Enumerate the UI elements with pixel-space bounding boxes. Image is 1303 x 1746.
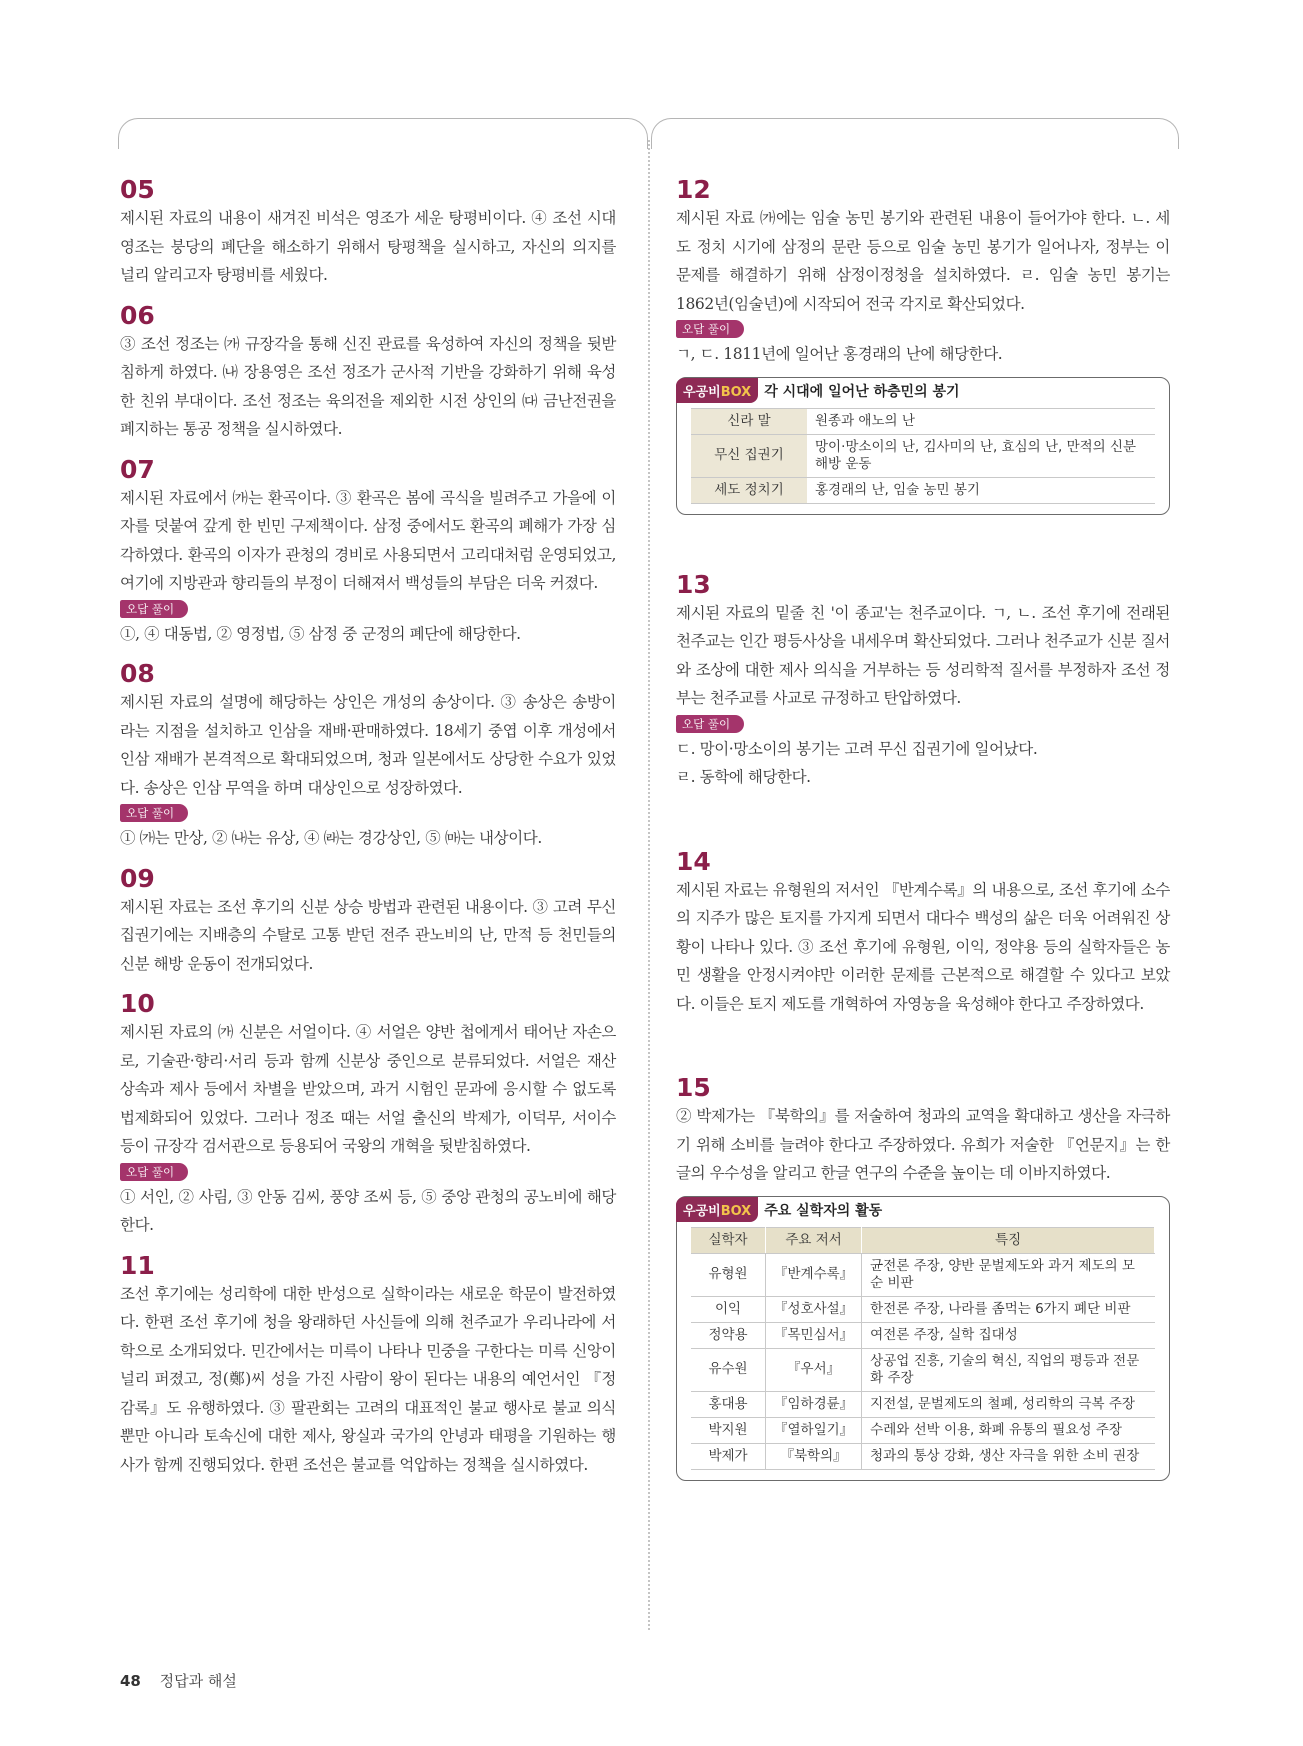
scholar-name: 이익 — [691, 1296, 766, 1322]
scholar-feature: 한전론 주장, 나라를 좀먹는 6가지 폐단 비판 — [862, 1296, 1155, 1322]
table-row — [691, 1417, 1155, 1443]
scholar-name: 홍대용 — [691, 1391, 766, 1417]
question-number: 12 — [676, 175, 711, 204]
right-column-frame — [651, 118, 1179, 149]
wrong-answer-text: ① ㈎는 만상, ② ㈏는 유상, ④ ㈑는 경강상인, ⑤ ㈒는 내상이다. — [120, 829, 542, 847]
wrong-answer-text: ①, ④ 대동법, ② 영정법, ⑤ 삼정 중 군정의 폐단에 해당한다. — [120, 624, 521, 643]
left-column-frame — [118, 118, 648, 149]
events-cell: 홍경래의 난, 임술 농민 봉기 — [807, 477, 1155, 503]
table-header-row — [691, 1227, 1155, 1253]
wrong-answer-text: ㄷ. 망이·망소이의 봉기는 고려 무신 집권기에 일어났다. — [676, 739, 1038, 758]
table-row — [691, 1296, 1155, 1322]
table-row — [691, 477, 1155, 503]
question-number: 14 — [676, 846, 711, 876]
question-number: 06 — [120, 300, 155, 330]
scholar-book: 『열하일기』 — [766, 1417, 862, 1443]
scholar-book: 『우서』 — [766, 1348, 862, 1391]
scholar-book: 『목민심서』 — [766, 1322, 862, 1348]
scholar-feature: 여전론 주장, 실학 집대성 — [862, 1322, 1155, 1348]
answer-11 — [120, 1252, 616, 1480]
column-header: 실학자 — [691, 1227, 766, 1253]
box-badge-en: BOX — [720, 1203, 752, 1219]
explanation-text: 제시된 자료의 설명에 해당하는 상인은 개성의 송상이다. ③ 송상은 송방이라는 지점을 설치하고 인삼을 재배·판매하였다. 18세기 중엽 이후 개성에서 인삼 재배가 본격적으로 확대되었으며, 청과 일본에서도 상당한 수요가 있었다. 송상은 인삼 무역을 하며 대상인으로 성장하였다. — [120, 693, 616, 797]
explanation-text: 제시된 자료에서 ㈎는 환곡이다. ③ 환곡은 봄에 곡식을 빌려주고 가을에 이자를 덧붙여 갚게 한 빈민 구제책이다. 삼정 중에서도 환곡의 폐해가 가장 심각하였다. 환곡의 이자가 관청의 경비로 사용되면서 고리대처럼 운영되었고, 여기에 지방관과 향리들의 부정이 더해져서 백성들의 부담은 더욱 커졌다. — [120, 488, 616, 592]
scholar-name: 유수원 — [691, 1348, 766, 1391]
answer-09 — [120, 865, 616, 979]
page-footer — [120, 1670, 237, 1691]
wrong-answer-label: 오답 풀이 — [120, 600, 188, 618]
question-number: 08 — [120, 659, 155, 688]
period-cell: 신라 말 — [691, 408, 807, 434]
column-header: 주요 저서 — [766, 1227, 862, 1253]
question-number: 09 — [120, 863, 155, 893]
wrong-answer-label: 오답 풀이 — [676, 715, 744, 733]
answer-10 — [120, 990, 616, 1240]
scholar-feature: 수레와 선박 이용, 화폐 유통의 필요성 주장 — [862, 1417, 1155, 1443]
period-cell: 세도 정치기 — [691, 477, 807, 503]
left-column — [120, 176, 616, 1479]
scholar-feature: 지전설, 문벌제도의 철폐, 성리학의 극복 주장 — [862, 1391, 1155, 1417]
scholar-book: 『성호사설』 — [766, 1296, 862, 1322]
scholar-book: 『임하경륜』 — [766, 1391, 862, 1417]
scholars-table — [691, 1227, 1155, 1470]
answer-14 — [676, 848, 1170, 1019]
question-number: 10 — [120, 989, 155, 1018]
question-number: 15 — [676, 1073, 711, 1102]
explanation-text: 제시된 자료의 내용이 새겨진 비석은 영조가 세운 탕평비이다. ④ 조선 시대 영조는 붕당의 폐단을 해소하기 위해서 탕평책을 실시하고, 자신의 의지를 널리 알리고자 탕평비를 세웠다. — [120, 209, 616, 284]
question-number: 13 — [676, 569, 711, 599]
question-number: 05 — [120, 175, 155, 204]
answer-15 — [676, 1074, 1170, 1481]
info-box-scholars — [676, 1196, 1170, 1481]
scholar-name: 박지원 — [691, 1417, 766, 1443]
answer-05 — [120, 176, 616, 290]
column-divider — [648, 140, 650, 1630]
table-row — [691, 434, 1155, 477]
scholar-feature: 상공업 진흥, 기술의 혁신, 직업의 평등과 전문화 주장 — [862, 1348, 1155, 1391]
explanation-text: 제시된 자료는 유형원의 저서인 『반계수록』의 내용으로, 조선 후기에 소수의 지주가 많은 토지를 가지게 되면서 대다수 백성의 삶은 더욱 어려워진 상황이 나타나 있다. ③ 조선 후기에 유형원, 이익, 정약용 등의 실학자들은 농민 생활을 안정시켜야만 이러한 문제를 근본적으로 해결할 수 있다고 보았다. 이들은 토지 제도를 개혁하여 자영농을 육성해야 한다고 주장하였다. — [676, 880, 1170, 1013]
table-row — [691, 1348, 1155, 1391]
explanation-text: ③ 조선 정조는 ㈎ 규장각을 통해 신진 관료를 육성하여 자신의 정책을 뒷받침하게 하였다. ㈏ 장용영은 조선 정조가 군사적 기반을 강화하기 위해 육성한 친위 부대이다. 조선 정조는 육의전을 제외한 시전 상인의 ㈐ 금난전권을 폐지하는 통공 정책을 실시하였다. — [120, 334, 616, 438]
box-header — [677, 378, 1169, 404]
explanation-text: 제시된 자료 ㈎에는 임술 농민 봉기와 관련된 내용이 들어가야 한다. ㄴ. 세도 정치 시기에 삼정의 문란 등으로 임술 농민 봉기가 일어나자, 정부는 이 문제를 해결하기 위해 삼정이정청을 설치하였다. ㄹ. 임술 농민 봉기는 1862년(임술년)에 시작되어 전국 각지로 확산되었다. — [676, 209, 1170, 313]
box-title: 주요 실학자의 활동 — [764, 1202, 883, 1219]
period-cell: 무신 집권기 — [691, 434, 807, 477]
table-row — [691, 1253, 1155, 1296]
table-row — [691, 1443, 1155, 1469]
info-box-uprisings — [676, 377, 1170, 515]
answer-12 — [676, 176, 1170, 515]
answer-08 — [120, 660, 616, 853]
wrong-answer-text: ㄹ. 동학에 해당한다. — [676, 768, 811, 786]
table-row — [691, 1391, 1155, 1417]
answer-06 — [120, 302, 616, 444]
box-badge-ko: 우공비 — [683, 384, 721, 400]
box-badge-en: BOX — [720, 384, 752, 400]
scholar-feature: 균전론 주장, 양반 문벌제도와 과거 제도의 모순 비판 — [862, 1253, 1155, 1296]
footer-label: 정답과 해설 — [159, 1672, 237, 1690]
box-badge — [676, 1197, 758, 1222]
box-title: 각 시대에 일어난 하층민의 봉기 — [764, 383, 960, 400]
uprisings-table — [691, 408, 1155, 504]
column-header: 특징 — [862, 1227, 1155, 1253]
table-row — [691, 408, 1155, 434]
wrong-answer-label: 오답 풀이 — [120, 804, 188, 822]
events-cell: 망이·망소이의 난, 김사미의 난, 효심의 난, 만적의 신분 해방 운동 — [807, 434, 1155, 477]
wrong-answer-text: ① 서인, ② 사림, ③ 안동 김씨, 풍양 조씨 등, ⑤ 중앙 관청의 공노비에 해당한다. — [120, 1187, 616, 1234]
box-badge-ko: 우공비 — [683, 1203, 721, 1219]
scholar-name: 유형원 — [691, 1253, 766, 1296]
wrong-answer-label: 오답 풀이 — [120, 1163, 188, 1181]
explanation-text: 제시된 자료의 ㈎ 신분은 서얼이다. ④ 서얼은 양반 첩에게서 태어난 자손으로, 기술관·향리·서리 등과 함께 신분상 중인으로 분류되었다. 서얼은 재산 상속과 제사 등에서 차별을 받았으며, 과거 시험인 문과에 응시할 수 없도록 법제화되어 있었다. 그러나 정조 때는 서얼 출신의 박제가, 이덕무, 서이수 등이 규장각 검서관으로 등용되어 국왕의 개혁을 뒷받침하였다. — [120, 1023, 616, 1155]
scholar-book: 『북학의』 — [766, 1443, 862, 1469]
explanation-text: 제시된 자료는 조선 후기의 신분 상승 방법과 관련된 내용이다. ③ 고려 무신 집권기에는 지배층의 수탈로 고통 받던 전주 관노비의 난, 만적 등 천민들의 신분 해방 운동이 전개되었다. — [120, 897, 616, 973]
table-row — [691, 1322, 1155, 1348]
right-column — [676, 176, 1170, 1481]
box-header — [677, 1197, 1169, 1223]
page-number: 48 — [120, 1672, 141, 1690]
wrong-answer-text: ㄱ, ㄷ. 1811년에 일어난 홍경래의 난에 해당한다. — [676, 345, 1003, 363]
scholar-feature: 청과의 통상 강화, 생산 자극을 위한 소비 권장 — [862, 1443, 1155, 1469]
scholar-name: 박제가 — [691, 1443, 766, 1469]
box-badge — [676, 378, 758, 403]
events-cell: 원종과 애노의 난 — [807, 408, 1155, 434]
question-number: 11 — [120, 1250, 155, 1280]
scholar-name: 정약용 — [691, 1322, 766, 1348]
explanation-text: 조선 후기에는 성리학에 대한 반성으로 실학이라는 새로운 학문이 발전하였다. 한편 조선 후기에 청을 왕래하던 사신들에 의해 천주교가 우리나라에 서학으로 소개되었다. 민간에서는 미륵이 나타나 민중을 구한다는 미륵 신앙이 널리 퍼졌고, 정(鄭)씨 성을 가진 사람이 왕이 된다는 내용의 예언서인 『정감록』도 유행하였다. ③ 팔관회는 고려의 대표적인 불교 행사로 불교 의식뿐만 아니라 토속신에 대한 제사, 왕실과 국가의 안녕과 태평을 기원하는 행사가 함께 진행되었다. 한편 조선은 불교를 억압하는 정책을 실시하였다. — [120, 1284, 616, 1474]
explanation-text: 제시된 자료의 밑줄 친 '이 종교'는 천주교이다. ㄱ, ㄴ. 조선 후기에 전래된 천주교는 인간 평등사상을 내세우며 확산되었다. 그러나 천주교가 신분 질서와 조상에 대한 제사 의식을 거부하는 등 성리학적 질서를 부정하자 조선 정부는 천주교를 사교로 규정하고 탄압하였다. — [676, 603, 1170, 707]
wrong-answer-label: 오답 풀이 — [676, 320, 744, 338]
answer-07 — [120, 456, 616, 649]
explanation-text: ② 박제가는 『북학의』를 저술하여 청과의 교역을 확대하고 생산을 자극하기 위해 소비를 늘려야 한다고 주장하였다. 유희가 저술한 『언문지』는 한글의 우수성을 알리고 한글 연구의 수준을 높이는 데 이바지하였다. — [676, 1107, 1170, 1182]
question-number: 07 — [120, 454, 155, 484]
scholar-book: 『반계수록』 — [766, 1253, 862, 1296]
answer-13 — [676, 571, 1170, 792]
